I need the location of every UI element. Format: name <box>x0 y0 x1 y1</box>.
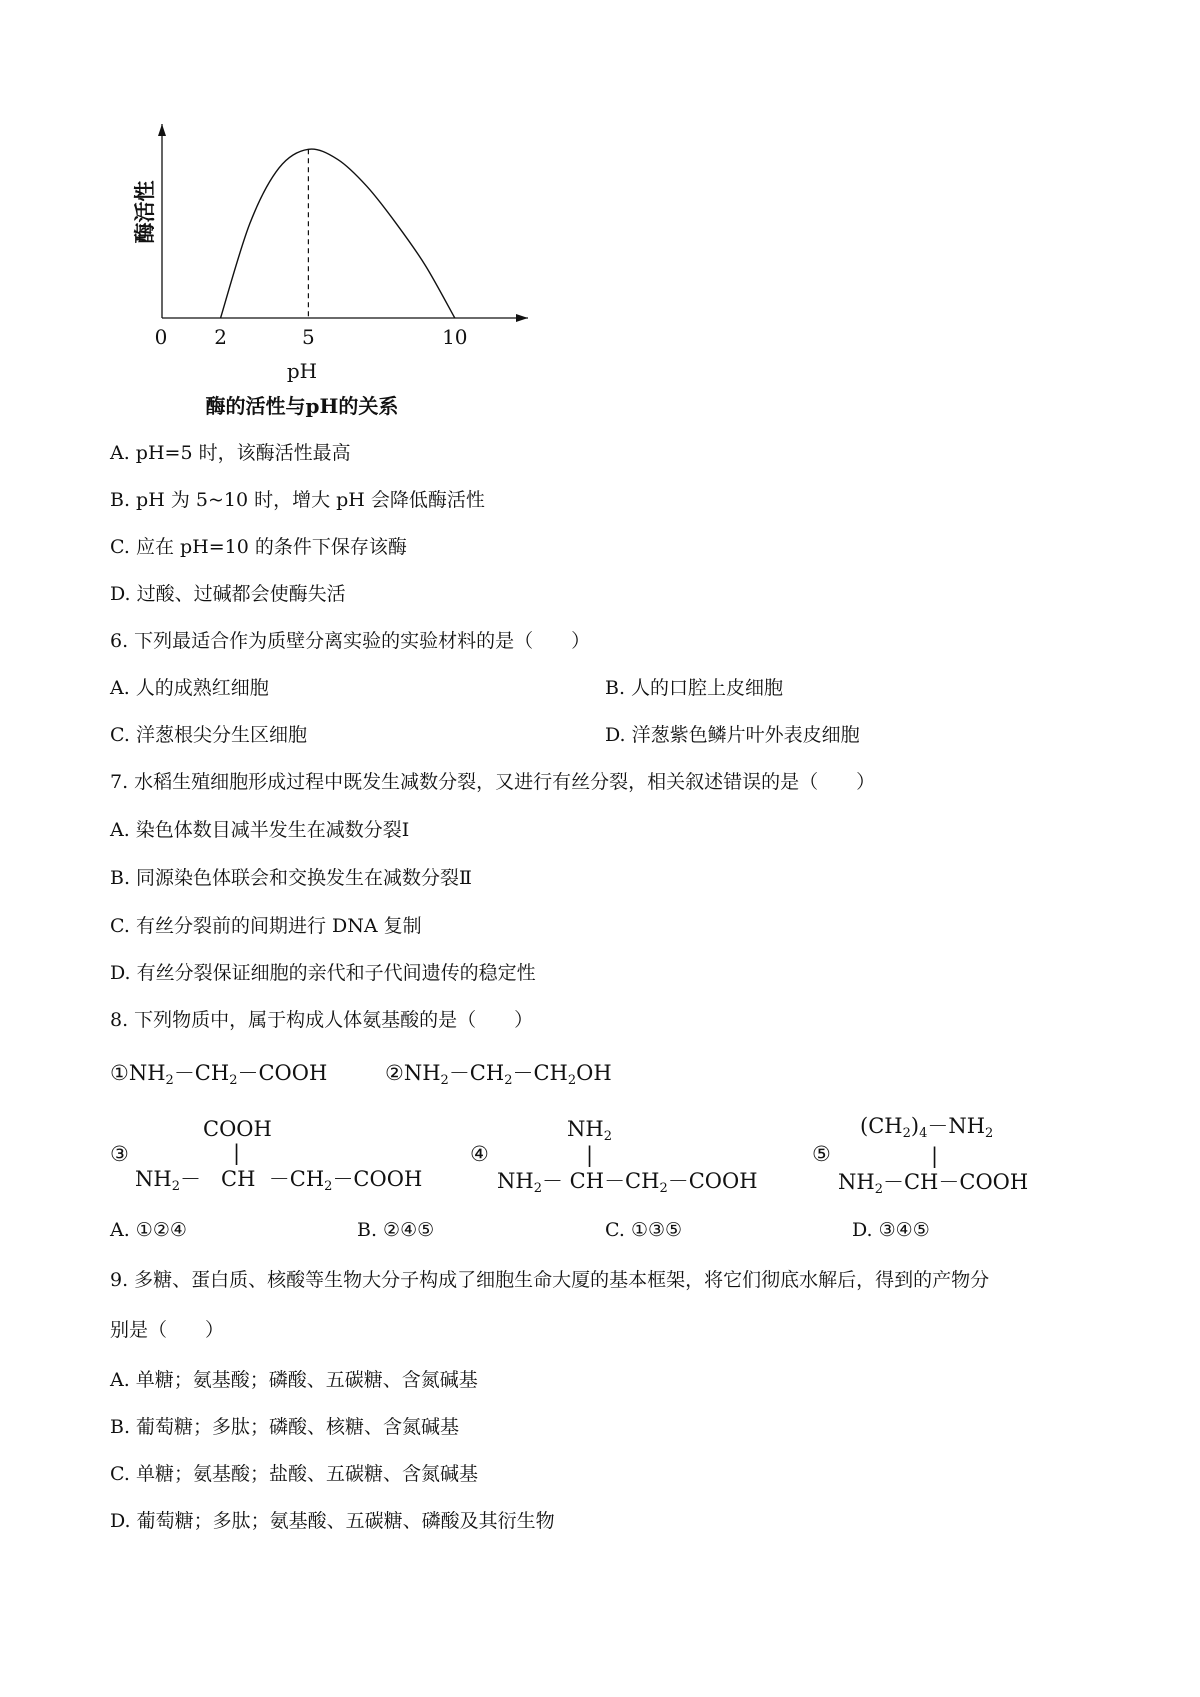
chart-ylabel: 酶活性 <box>132 180 157 244</box>
q9-option-c: C. 单糖；氨基酸；盐酸、五碳糖、含氮碱基 <box>110 1463 478 1485</box>
q7-option-b: B. 同源染色体联会和交换发生在减数分裂Ⅱ <box>110 867 472 889</box>
x-axis-arrow-icon <box>516 314 528 322</box>
q9-option-b: B. 葡萄糖；多肽；磷酸、核糖、含氮碱基 <box>110 1416 460 1438</box>
x-tick-label: 5 <box>302 325 315 349</box>
q9-option-a: A. 单糖；氨基酸；磷酸、五碳糖、含氮碱基 <box>110 1369 478 1391</box>
structure-2: $②NH_2-CH_2-CH_2OH$ <box>385 1061 612 1088</box>
q7-option-a: A. 染色体数目减半发生在减数分裂Ⅰ <box>110 819 410 841</box>
q7-option-c: C. 有丝分裂前的间期进行 DNA 复制 <box>110 915 422 937</box>
q8-option-b: B. ②④⑤ <box>357 1219 435 1241</box>
q9-option-d: D. 葡萄糖；多肽；氨基酸、五碳糖、磷酸及其衍生物 <box>110 1510 555 1532</box>
q7-option-d: D. 有丝分裂保证细胞的亲代和子代间遗传的稳定性 <box>110 962 536 984</box>
q8-stem: 8. 下列物质中，属于构成人体氨基酸的是（ ） <box>110 1009 534 1031</box>
q6-stem: 6. 下列最适合作为质壁分离实验的实验材料的是（ ） <box>110 630 591 652</box>
q8-option-a: A. ①②④ <box>110 1219 187 1241</box>
q9-stem-line1: 9. 多糖、蛋白质、核酸等生物大分子构成了细胞生命大厦的基本框架，将它们彻底水解后，得到的产物分 <box>110 1269 990 1291</box>
q5-option-b: B. pH 为 5~10 时，增大 pH 会降低酶活性 <box>110 489 485 511</box>
q6-option-c: C. 洋葱根尖分生区细胞 <box>110 724 307 746</box>
x-tick-label: 0 <box>154 325 168 349</box>
enzyme-ph-chart <box>0 0 560 420</box>
structure-1: $①NH_2-CH_2-COOH$ <box>110 1061 328 1088</box>
activity-curve-0 <box>221 149 455 318</box>
q9-stem-line2: 别是（ ） <box>110 1319 225 1341</box>
chart-title: 酶的活性与pH的关系 <box>205 394 399 418</box>
x-tick-label: 10 <box>442 325 468 349</box>
q6-option-a: A. 人的成熟红细胞 <box>110 677 269 699</box>
q5-option-d: D. 过酸、过碱都会使酶失活 <box>110 583 346 605</box>
y-axis-arrow-icon <box>158 124 166 136</box>
q5-option-a: A. pH=5 时，该酶活性最高 <box>110 442 351 464</box>
x-tick-label: 2 <box>214 325 227 349</box>
q8-option-c: C. ①③⑤ <box>605 1219 683 1241</box>
q6-option-d: D. 洋葱紫色鳞片叶外表皮细胞 <box>605 724 860 746</box>
q8-option-d: D. ③④⑤ <box>852 1219 930 1241</box>
q7-stem: 7. 水稻生殖细胞形成过程中既发生减数分裂，又进行有丝分裂，相关叙述错误的是（ ） <box>110 771 876 793</box>
chart-xlabel: pH <box>286 359 318 383</box>
q6-option-b: B. 人的口腔上皮细胞 <box>605 677 784 699</box>
q5-option-c: C. 应在 pH=10 的条件下保存该酶 <box>110 536 407 558</box>
